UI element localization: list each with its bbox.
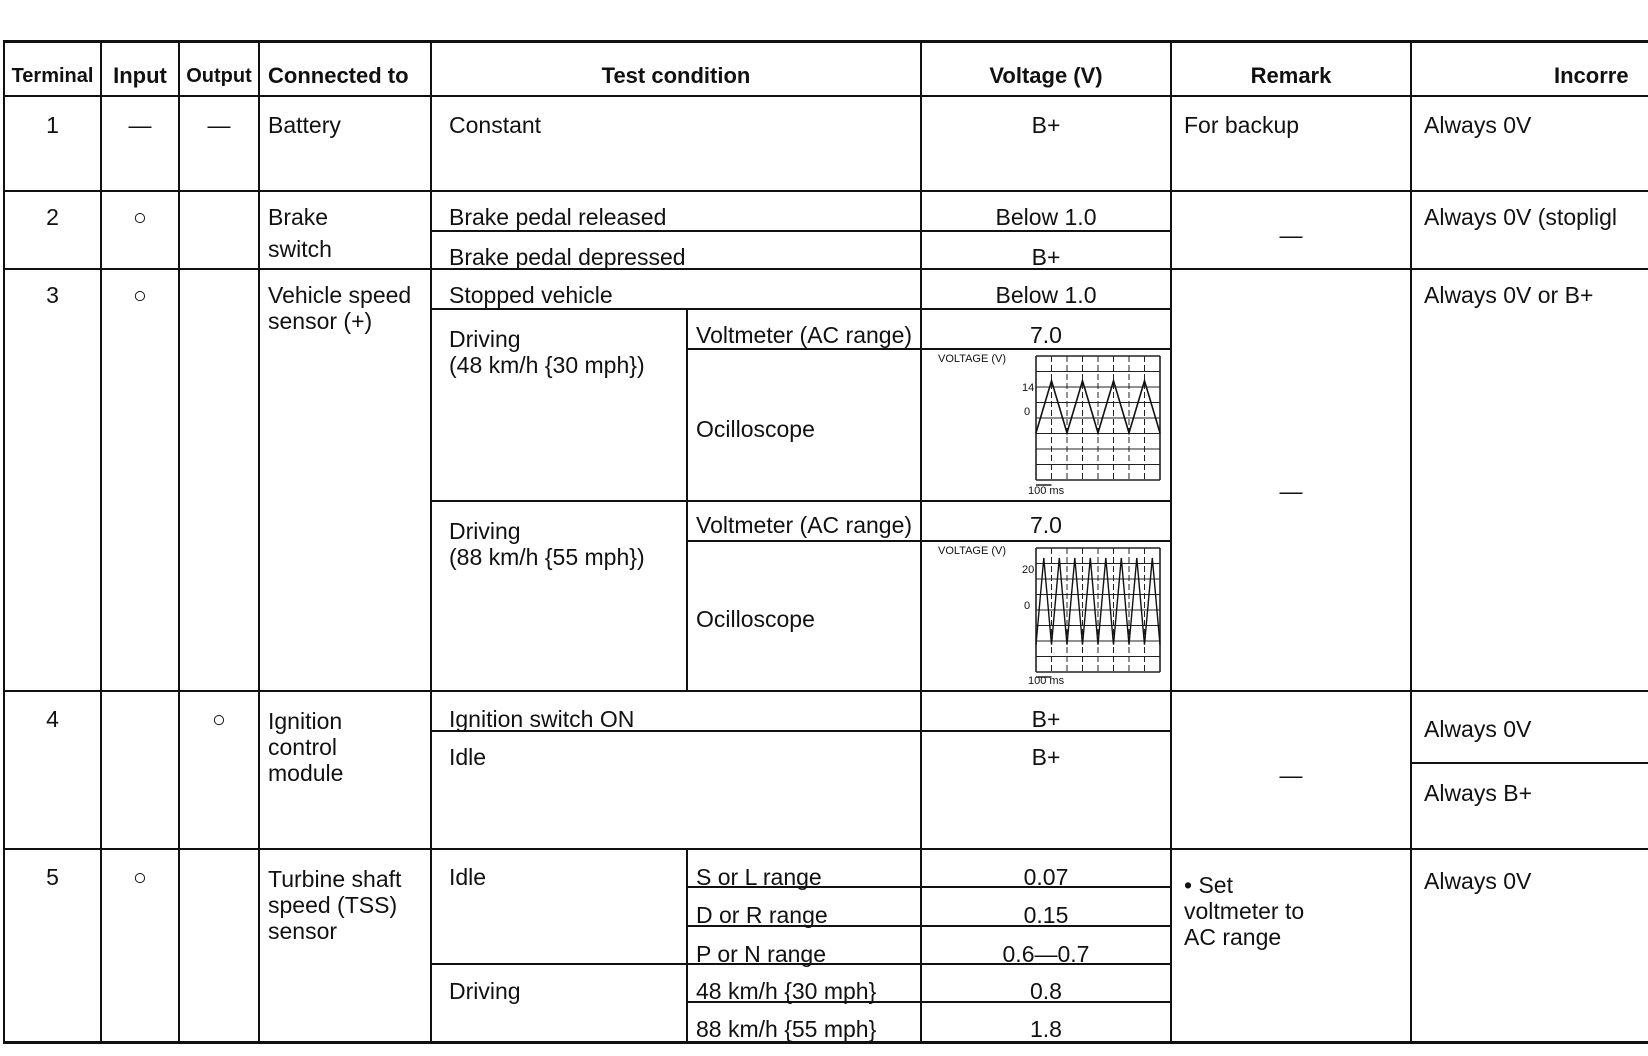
scope48-title: VOLTAGE (V) [938,353,1007,365]
r1-terminal: 1 [46,112,59,138]
rule-row3 [3,690,1648,692]
oscilloscope-trace-88kmh [924,542,1166,688]
r3-incorrect: Always 0V or B+ [1424,282,1594,308]
r1-condition: Constant [449,112,542,138]
r1-output-dash: — [207,112,231,138]
r4-cond-b: Idle [449,744,487,770]
r5-d-r-range: D or R range [696,902,828,928]
r3-vm88-value: 7.0 [1030,512,1062,538]
r5-speed-48: 48 km/h {30 mph} [696,978,877,1004]
r5-p-n-range: P or N range [696,941,826,967]
col-line-2 [178,40,180,1044]
r4-connected-2: control [268,734,338,760]
r2-connected-1: Brake [268,204,329,230]
r3-drive88-1: Driving [449,518,521,544]
r4-incorrect-b: Always B+ [1424,780,1533,806]
r3-terminal: 3 [46,282,59,308]
r5-incorrect: Always 0V [1424,868,1532,894]
r1-connected: Battery [268,112,341,138]
rule-top [3,40,1648,43]
r5-v88: 1.8 [1030,1016,1062,1042]
r5-speed-88: 88 km/h {55 mph} [696,1016,877,1042]
r3-drive88-2: (88 km/h {55 mph}) [449,544,645,570]
r3-connected-2: sensor (+) [268,308,373,334]
rule-row3-drive88 [432,500,1172,502]
r4-connected-3: module [268,760,344,786]
header-voltage: Voltage (V) [989,63,1103,88]
r5-remark-3: AC range [1184,924,1282,950]
scope48-ytop: 14 [1022,382,1035,394]
scope48-yzero: 0 [1024,406,1031,418]
scope48-xlabel: 100 ms [1028,485,1065,497]
r5-connected-3: sensor [268,918,338,944]
r3-vm88-label: Voltmeter (AC range) [696,512,913,538]
r5-v-sl: 0.07 [1023,864,1069,890]
r4-terminal: 4 [46,706,59,732]
r4-volt-b: B+ [1031,744,1061,770]
r4-output-circle: ○ [212,706,226,732]
r3-connected-1: Vehicle speed [268,282,412,308]
r3-osc88-label: Ocilloscope [696,606,815,632]
r3-drive48-2: (48 km/h {30 mph}) [449,352,645,378]
r4-volt-a: B+ [1031,706,1061,732]
r3-cond-stop: Stopped vehicle [449,282,613,308]
r2-remark-dash: — [1279,222,1303,248]
r2-volt-a: Below 1.0 [995,204,1097,230]
col-line-1 [100,40,102,1044]
rule-row4-incorrect [1412,762,1648,764]
header-remark: Remark [1250,63,1332,88]
scope88-ytop: 20 [1022,564,1035,576]
scope88-title: VOLTAGE (V) [938,545,1007,557]
r4-connected-1: Ignition [268,708,343,734]
col-line-0 [3,40,5,1044]
r3-vm48-value: 7.0 [1030,322,1062,348]
r5-terminal: 5 [46,864,59,890]
r5-idle: Idle [449,864,487,890]
r1-voltage: B+ [1031,112,1061,138]
r2-cond-a: Brake pedal released [449,204,667,230]
r3-drive48-1: Driving [449,326,521,352]
r5-connected-2: speed (TSS) [268,892,398,918]
r3-osc48-label: Ocilloscope [696,416,815,442]
header-incorrect: Incorre [1554,63,1629,88]
r5-remark-2: voltmeter to [1184,898,1305,924]
r1-remark: For backup [1184,112,1300,138]
header-terminal: Terminal [11,65,94,87]
r4-remark-dash: — [1279,762,1303,788]
r3-volt-stop: Below 1.0 [995,282,1097,308]
r2-cond-b: Brake pedal depressed [449,244,686,270]
r5-input-circle: ○ [133,864,147,890]
header-test-condition: Test condition [601,63,751,88]
r5-driving: Driving [449,978,521,1004]
r4-cond-a: Ignition switch ON [449,706,635,732]
r3-input-circle: ○ [133,282,147,308]
r2-input-circle: ○ [133,204,147,230]
rule-row1 [3,190,1648,192]
r2-volt-b: B+ [1031,244,1061,270]
r5-v48: 0.8 [1030,978,1062,1004]
header-input: Input [113,63,167,88]
r2-connected-2: switch [268,236,332,262]
r3-remark-dash: — [1279,478,1303,504]
scope88-yzero: 0 [1024,600,1031,612]
r5-v-pn: 0.6—0.7 [1002,941,1090,967]
rule-row2 [3,268,1648,270]
scope88-xlabel: 100 ms [1028,675,1065,687]
rule-row4 [3,848,1648,850]
header-output: Output [186,65,252,87]
r3-vm48-label: Voltmeter (AC range) [696,322,913,348]
r2-terminal: 2 [46,204,59,230]
r5-s-l-range: S or L range [696,864,822,890]
r5-connected-1: Turbine shaft [268,866,402,892]
r1-input-dash: — [128,112,152,138]
header-connected-to: Connected to [268,63,409,88]
r5-remark-1: • Set [1184,872,1233,898]
oscilloscope-trace-48kmh [924,350,1166,498]
r4-incorrect-a: Always 0V [1424,716,1532,742]
r5-v-dr: 0.15 [1023,902,1069,928]
r2-incorrect: Always 0V (stopligl [1424,204,1618,230]
r1-incorrect: Always 0V [1424,112,1532,138]
